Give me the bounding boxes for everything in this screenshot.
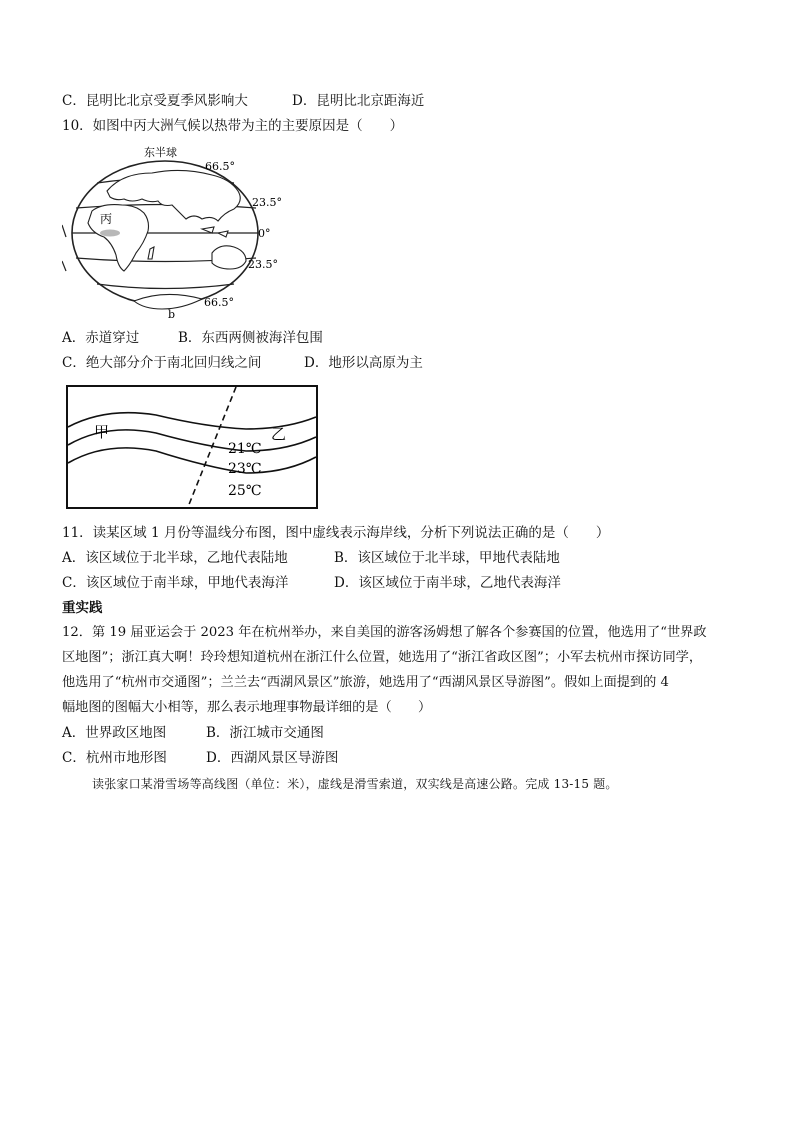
lat-label-23-n: 23.5° <box>252 196 282 209</box>
q11-isotherm-map <box>66 385 318 509</box>
section-title: 重实践 <box>62 600 103 616</box>
q12-option-d: D．西湖风景区导游图 <box>206 750 339 766</box>
figure-frame <box>67 386 317 508</box>
lat-label-66-n: 66.5° <box>205 160 235 173</box>
edge-mark-bottom <box>62 261 66 271</box>
q12-stem-line4: 幅地图的图幅大小相等，那么表示地理事物最详细的是（ ） <box>62 700 432 715</box>
continent-label: 丙 <box>100 212 113 226</box>
q10-stem: 10．如图中丙大洲气候以热带为主的主要原因是（ ） <box>62 118 404 134</box>
q12-option-c: C．杭州市地形图 <box>62 750 167 766</box>
label-jia: 甲 <box>94 423 110 441</box>
q11-option-d: D．该区域位于南半球，乙地代表海洋 <box>334 575 561 591</box>
isotherm-label-21: 21℃ <box>228 441 262 457</box>
isotherm-label-23: 23℃ <box>228 461 262 477</box>
q10-option-c: C．绝大部分介于南北回归线之间 <box>62 355 262 371</box>
isotherm-label-25: 25℃ <box>228 483 262 499</box>
lat-label-23-s: 23.5° <box>248 258 278 271</box>
q10-option-a: A．赤道穿过 <box>62 330 140 346</box>
lat-label-0: 0° <box>258 227 271 240</box>
q10-hemisphere-map <box>62 143 284 320</box>
q11-option-a: A．该区域位于北半球，乙地代表陆地 <box>62 550 288 566</box>
q11-option-c: C．该区域位于南半球，甲地代表海洋 <box>62 575 289 591</box>
edge-mark-top <box>62 225 66 237</box>
q12-stem-line1: 12．第 19 届亚运会于 2023 年在杭州举办，来自美国的游客汤姆想了解各个参赛国的位置，他选用了“世界政 <box>62 625 707 640</box>
q13-intro: 读张家口某滑雪场等高线图（单位：米），虚线是滑雪索道，双实线是高速公路。完成 13-15 题。 <box>92 777 618 791</box>
lat-label-66-s: 66.5° <box>204 296 234 309</box>
q11-option-b: B．该区域位于北半球，甲地代表陆地 <box>334 550 560 566</box>
q12-stem-line3: 他选用了“杭州市交通图”；兰兰去“西湖风景区”旅游，她选用了“西湖风景区导游图”。假如上面提到的 4 <box>62 675 669 690</box>
q12-option-b: B．浙江城市交通图 <box>206 725 324 741</box>
q10-option-d: D．地形以高原为主 <box>304 355 423 371</box>
q9-option-c: C．昆明比北京受夏季风影响大 <box>62 93 248 109</box>
q9-option-d: D．昆明比北京距海近 <box>292 93 425 109</box>
q12-stem-line2: 区地图”；浙江真大啊！玲玲想知道杭州在浙江什么位置，她选用了“浙江省政区图”；小军去杭州市探访同学， <box>62 650 703 665</box>
map-title: 东半球 <box>144 146 177 159</box>
q12-option-a: A．世界政区地图 <box>62 725 167 741</box>
continent-marker <box>100 230 120 237</box>
label-yi: 乙 <box>271 425 287 443</box>
bottom-label: b <box>168 308 176 320</box>
q10-option-b: B．东西两侧被海洋包围 <box>178 330 323 346</box>
q11-stem: 11．读某区域 1 月份等温线分布图，图中虚线表示海岸线，分析下列说法正确的是（ ） <box>62 525 610 541</box>
